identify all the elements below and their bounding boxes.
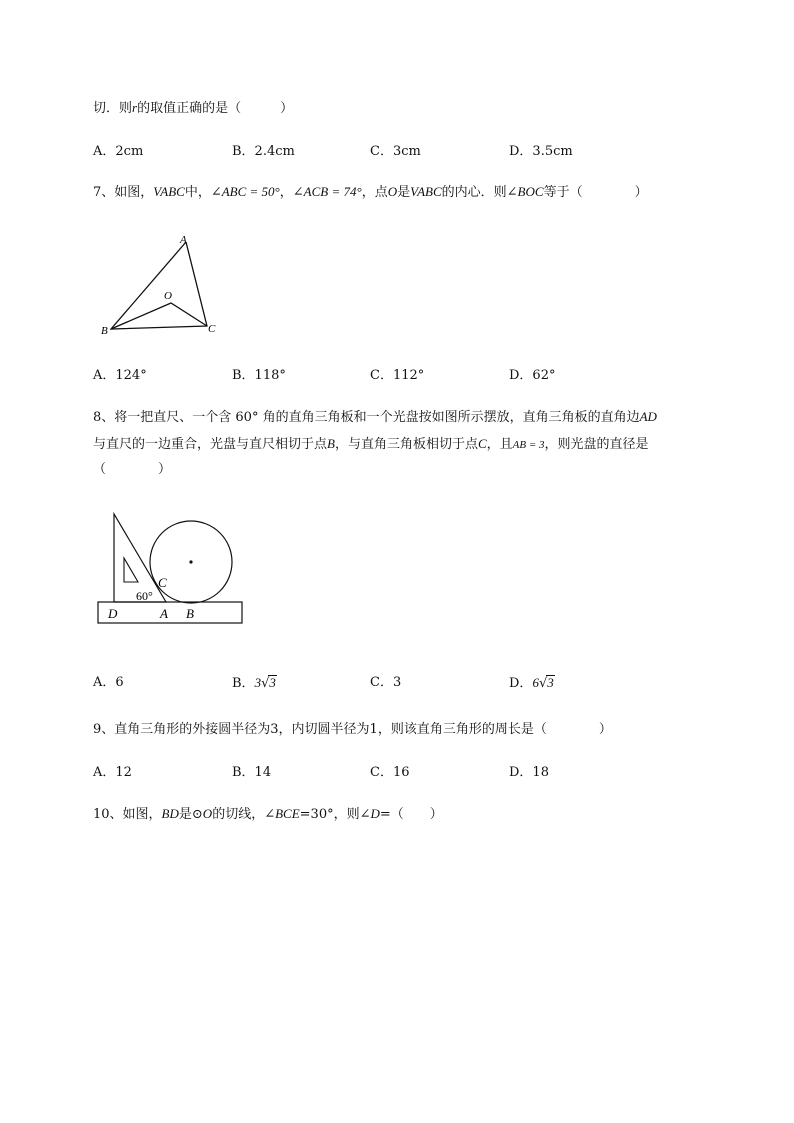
q8-stem-line3: （ ）: [93, 462, 172, 477]
q8-label-a: A: [160, 606, 168, 621]
q10-stem: [93, 805, 443, 824]
q7-label-a: A: [180, 234, 187, 246]
q10-text: =30°，则∠: [299, 807, 371, 822]
q8-var-ad: AD: [639, 409, 657, 424]
q7-text: ，点: [361, 185, 388, 200]
q8-label-c: C: [158, 575, 167, 590]
q8-option-d-prefix: D．: [509, 676, 533, 691]
q8-point-b: B: [327, 436, 335, 451]
q8-label-b: B: [186, 606, 194, 621]
q7-option-d[interactable]: D．62°: [509, 368, 556, 383]
q7-text: 的内心．则: [441, 185, 507, 200]
q7-text: 是: [397, 185, 411, 200]
q7-options: [93, 367, 693, 385]
q7-angle-acb: ∠ACB = 74°: [292, 184, 362, 199]
q7-option-b[interactable]: B．118°: [232, 368, 286, 383]
q8-option-c[interactable]: C．3: [370, 675, 402, 690]
q8-options: [93, 674, 693, 692]
q10-seg-bd: BD: [161, 806, 179, 821]
q9-options: [93, 764, 693, 782]
q8-ruler-figure: [96, 510, 246, 630]
q8-stem-line2: [93, 435, 649, 454]
q6-option-d[interactable]: D．3.5cm: [509, 144, 573, 159]
q6-stem-tail: [93, 99, 293, 118]
q7-triangle: VABC: [410, 184, 442, 199]
q8-text: 8、将一把直尺、一个含 60° 角的直角三角板和一个光盘按如图所示摆放，直角三角板的直角边: [93, 410, 640, 425]
q6-var-r: r: [132, 100, 138, 115]
q7-option-a[interactable]: A．124°: [93, 368, 147, 383]
q10-angle-bce: BCE: [275, 806, 300, 821]
q10-circle-o: O: [202, 806, 213, 821]
q10-text-end: =（ ）: [379, 807, 443, 822]
q8-option-a[interactable]: A．6: [93, 675, 124, 690]
q7-num: 7、如图，: [93, 185, 154, 200]
q8-eq-ab: AB = 3: [512, 439, 545, 451]
q7-label-b: B: [101, 325, 108, 337]
q8-option-d[interactable]: [509, 674, 555, 693]
q7-stem: [93, 183, 648, 202]
q9-option-c[interactable]: C．16: [370, 765, 410, 780]
q7-text: 中，: [184, 185, 211, 200]
q7-incenter-lines: [111, 303, 207, 329]
q8-text: ，与直角三角板相切于点: [334, 437, 478, 452]
q8-option-b-radicand: 3: [269, 675, 276, 690]
q10-text: 是⊙: [178, 807, 203, 822]
q6-option-c[interactable]: C．3cm: [370, 144, 421, 159]
q10-text: 10、如图，: [93, 807, 162, 822]
q8-option-b[interactable]: [232, 674, 277, 693]
q8-ruler: [98, 602, 242, 623]
q9-option-a[interactable]: A．12: [93, 765, 132, 780]
q8-label-d: D: [108, 606, 118, 621]
q8-label-60: 60°: [136, 589, 153, 603]
q8-text: 与直尺的一边重合，光盘与直尺相切于点: [93, 437, 328, 452]
q7-triangle-figure: [95, 228, 235, 344]
q6-options: [93, 143, 693, 161]
q7-triangle-outline: [111, 242, 207, 329]
q8-option-b-prefix: B．: [232, 676, 255, 691]
q7-point-o: O: [387, 184, 398, 199]
q8-text: ，则光盘的直径是: [544, 437, 649, 452]
q6-text-pre: 切．则: [93, 101, 133, 116]
q7-triangle: VABC: [153, 184, 185, 199]
q7-label-c: C: [208, 323, 216, 335]
sqrt-icon: √: [261, 676, 270, 691]
q9-option-d[interactable]: D．18: [509, 765, 549, 780]
q7-angle-boc: ∠BOC: [506, 184, 544, 199]
q7-text-end: 等于（ ）: [543, 185, 648, 200]
q6-option-a[interactable]: A．2cm: [93, 144, 144, 159]
q10-text: 的切线，∠: [212, 807, 276, 822]
q8-text: ，且: [486, 437, 513, 452]
q9-stem: 9、直角三角形的外接圆半径为3，内切圆半径为1，则该直角三角形的周长是（ ）: [93, 722, 612, 737]
q7-angle-abc: ∠ABC = 50°: [210, 184, 280, 199]
q9-option-b[interactable]: B．14: [232, 765, 272, 780]
q6-text-post: 的取值正确的是（ ）: [137, 101, 294, 116]
q6-option-b[interactable]: B．2.4cm: [232, 144, 295, 159]
q8-set-square-hole: [124, 558, 138, 582]
q8-option-d-radicand: 3: [547, 675, 554, 690]
q8-option-d-coef: 6: [532, 675, 539, 690]
sqrt-icon: √: [538, 676, 548, 691]
q8-option-b-coef: 3: [254, 675, 262, 690]
q8-stem-line1: [93, 408, 657, 427]
q7-label-o: O: [164, 290, 172, 302]
q10-angle-d: D: [370, 806, 380, 821]
q7-text: ，: [279, 185, 293, 200]
q7-option-c[interactable]: C．112°: [370, 368, 425, 383]
q8-point-c: C: [477, 436, 487, 451]
q8-disc-center: [189, 560, 192, 563]
